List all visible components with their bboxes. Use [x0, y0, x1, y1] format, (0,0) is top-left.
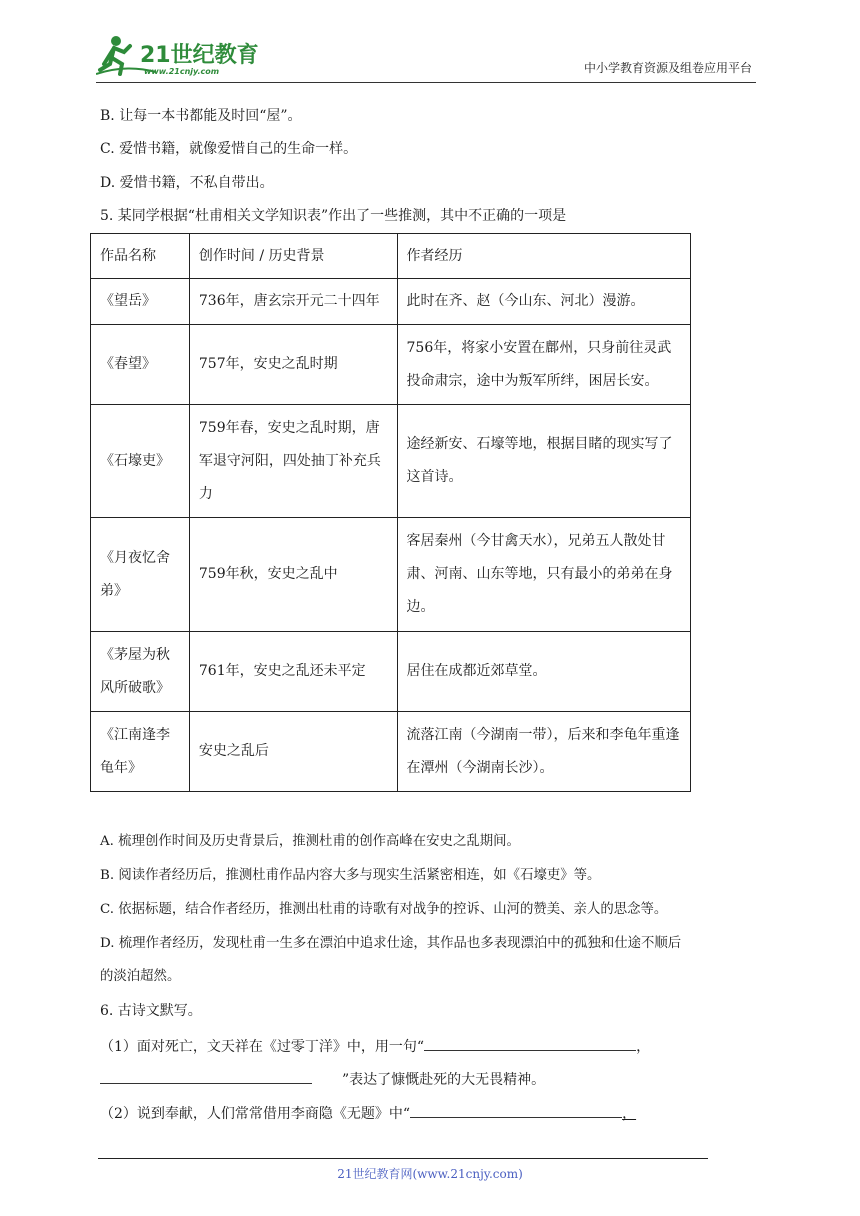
- q5-option-d-line1: D. 梳理作者经历，发现杜甫一生多在漂泊中追求仕途，其作品也多表现漂泊中的孤独和仕途不顺后: [100, 936, 682, 951]
- table-header-row: [91, 234, 691, 279]
- q5-option-c: C. 依据标题，结合作者经历，推测出杜甫的诗歌有对战争的控诉、山河的赞美、亲人的思念等。: [100, 902, 668, 917]
- q6-item1-prompt: （1）面对死亡，文天祥在《过零丁洋》中，用一句“: [100, 1039, 425, 1055]
- table-row: [91, 712, 691, 792]
- work-experience: 居住在成都近郊草堂。: [397, 632, 690, 712]
- work-name: 《茅屋为秋风所破歌》: [91, 632, 190, 712]
- answer-blank[interactable]: [100, 1069, 312, 1084]
- logo-url: www.21cnjy.com: [144, 67, 220, 76]
- q6-item2-prompt: （2）说到奉献，人们常常借用李商隐《无题》中“: [100, 1106, 411, 1122]
- q6-item2-comma: ，: [622, 1106, 637, 1122]
- work-name: 《春望》: [91, 325, 190, 405]
- option-c-prev: C. 爱惜书籍，就像爱惜自己的生命一样。: [100, 141, 358, 157]
- work-time: 736年，唐玄宗开元二十四年: [189, 279, 397, 325]
- header-cell: 作品名称: [91, 234, 190, 279]
- q6-item2: [100, 1103, 636, 1124]
- work-experience: 客居秦州（今甘禽天水），兄弟五人散处甘肃、河南、山东等地，只有最小的弟弟在身边。: [397, 518, 690, 632]
- work-name: 《望岳》: [91, 279, 190, 325]
- footer-link[interactable]: 21世纪教育网(www.21cnjy.com): [337, 1167, 523, 1181]
- work-time: 759年秋，安史之乱中: [189, 518, 397, 632]
- option-d-prev: D. 爱惜书籍，不私自带出。: [100, 175, 274, 191]
- work-name: 《江南逢李龟年》: [91, 712, 190, 792]
- work-experience: 此时在齐、赵（今山东、河北）漫游。: [397, 279, 690, 325]
- table-row: [91, 632, 691, 712]
- q6-item1-comma: ，: [636, 1039, 651, 1055]
- page-header: [96, 30, 756, 83]
- work-name: 《石壕吏》: [91, 405, 190, 518]
- work-experience: 756年，将家小安置在鄜州，只身前往灵武投命肃宗，途中为叛军所绊，困居长安。: [397, 325, 690, 405]
- q6-stem: 6. 古诗文默写。: [100, 1003, 202, 1019]
- q6-item1: [100, 1036, 650, 1057]
- table-row: [91, 279, 691, 325]
- work-time: 757年，安史之乱时期: [189, 325, 397, 405]
- q6-item1-post: ”表达了慷慨赴死的大无畏精神。: [342, 1072, 546, 1088]
- q5-option-a: A. 梳理创作时间及历史背景后，推测杜甫的创作高峰在安史之乱期间。: [100, 834, 520, 849]
- answer-blank[interactable]: [424, 1036, 636, 1051]
- dufu-knowledge-table: [90, 233, 691, 792]
- header-cell: 创作时间 / 历史背景: [189, 234, 397, 279]
- footer-divider: [98, 1158, 708, 1159]
- platform-title: 中小学教育资源及组卷应用平台: [583, 61, 752, 75]
- work-time: 安史之乱后: [189, 712, 397, 792]
- q5-stem: 5. 某同学根据“杜甫相关文学知识表”作出了一些推测，其中不正确的一项是: [100, 208, 567, 224]
- q5-option-b: B. 阅读作者经历后，推测杜甫作品内容大多与现实生活紧密相连，如《石壕吏》等。: [100, 868, 601, 883]
- option-b-prev: B. 让每一本书都能及时回“屋”。: [100, 108, 302, 124]
- header-cell: 作者经历: [397, 234, 690, 279]
- q6-item1-cont: [100, 1069, 545, 1090]
- work-time: 759年春，安史之乱时期，唐军退守河阳，四处抽丁补充兵力: [189, 405, 397, 518]
- site-logo: [96, 34, 266, 78]
- table-row: [91, 518, 691, 632]
- work-experience: 流落江南（今湖南一带），后来和李龟年重逢在潭州（今湖南长沙）。: [397, 712, 690, 792]
- q5-option-d-line2: 的淡泊超然。: [100, 969, 181, 984]
- logo-text: 21世纪教育: [140, 43, 259, 68]
- table-row: [91, 405, 691, 518]
- work-experience: 途经新安、石壕等地，根据目睹的现实写了这首诗。: [397, 405, 690, 518]
- table-row: [91, 325, 691, 405]
- answer-blank[interactable]: [410, 1103, 622, 1118]
- work-name: 《月夜忆舍弟》: [91, 518, 190, 632]
- work-time: 761年，安史之乱还未平定: [189, 632, 397, 712]
